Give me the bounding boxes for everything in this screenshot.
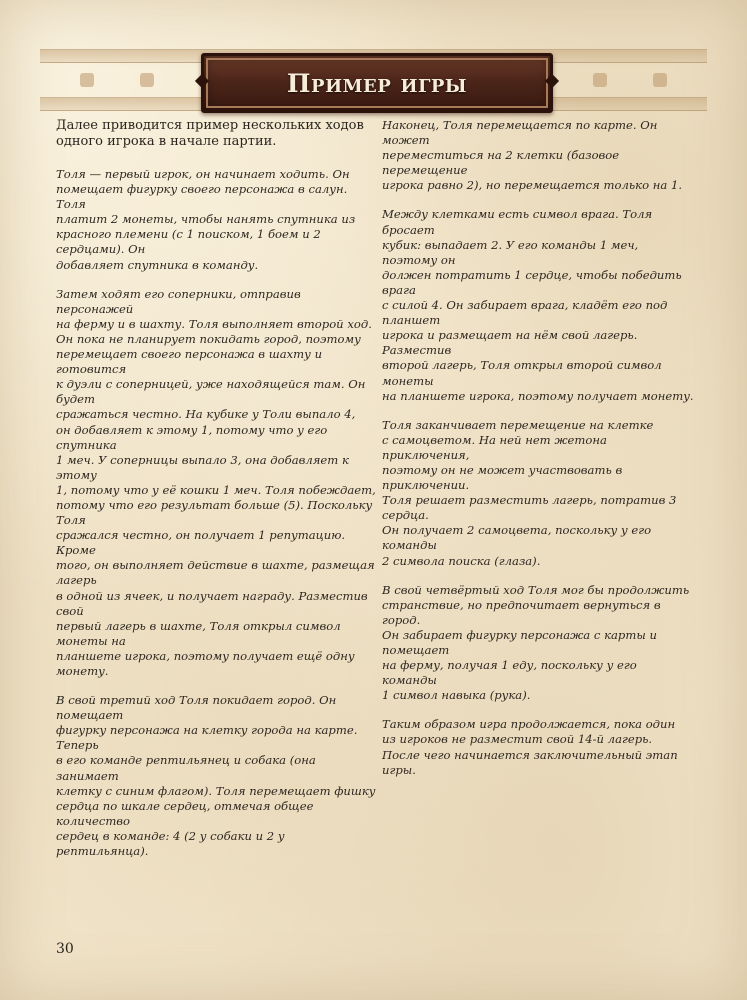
header-stud bbox=[653, 73, 667, 87]
intro-text: Далее приводится пример нескольких ходов одного игрока в начале партии. bbox=[56, 118, 364, 149]
example-paragraph: Затем ходят его соперники, отправив персонажей на ферму и в шахту. Толя выполняет второй ход. Он пока не планирует покидать город, поэтому перемещает своего персонажа в шахту и готовится к дуэли с соперницей, уже находящейся там. Он будет сражаться честно. На кубике у Толи выпало 4, он добавляет к этому 1, потому что у его спутника 1 меч. У соперницы выпало 3, она добавляет к этому 1, потому что у её кошки 1 меч. Толя побеждает, потому что его результат больше (5). Поскольку Толя сражался честно, он получает 1 репутацию. Кроме того, он выполняет действие в шахте, размещая лагерь в одной из ячеек, и получает награду. Разместив свой первый лагерь в шахте, Толя открыл символ монеты на планшете игрока, поэтому получает ещё одну монету. bbox=[56, 286, 376, 678]
example-paragraph: Таким образом игра продолжается, пока один из игроков не разместит свой 14-й лагерь. После чего начинается заключительный этап игры. bbox=[382, 717, 678, 777]
example-paragraph: Наконец, Толя перемещается по карте. Он может переместиться на 2 клетки (базовое перемещение игрока равно 2), но перемещается только на 1. bbox=[382, 118, 683, 193]
example-paragraph: В свой третий ход Толя покидает город. Он помещает фигурку персонажа на клетку города на карте. Теперь в его команде рептильянец и собака (она занимает клетку с синим флагом). Толя перемещает фишку сердца по шкале сердец, отмечая общее количество сердец в команде: 4 (2 у собаки и 2 у рептильянца). bbox=[56, 693, 376, 859]
title-plate bbox=[201, 53, 553, 113]
example-paragraph: Толя заканчивает перемещение на клетке с самоцветом. На ней нет жетона приключения, поэтому он не может участвовать в приключении. Толя решает разместить лагерь, потратив 3 сердца. Он получает 2 самоцвета, поскольку у его команды 2 символа поиска (глаза). bbox=[382, 417, 677, 568]
example-paragraph: В свой четвёртый ход Толя мог бы продолжить странствие, но предпочитает вернуться в город. Он забирает фигурку персонажа с карты и помещает на ферму, получая 1 еду, поскольку у его команды 1 символ навыка (рука). bbox=[382, 582, 690, 703]
right-column bbox=[382, 118, 694, 792]
example-paragraph: Толя — первый игрок, он начинает ходить. Он помещает фигурку своего персонажа в салун. Толя платит 2 монеты, чтобы нанять спутника из красного племени (с 1 поиском, 1 боем и 2 сердцами). Он добавляет спутника в команду. bbox=[56, 167, 356, 272]
page-title: Пример игры bbox=[286, 68, 468, 98]
header-stud bbox=[80, 73, 94, 87]
header-stud bbox=[593, 73, 607, 87]
page-number: 30 bbox=[56, 941, 74, 957]
header-stud bbox=[140, 73, 154, 87]
left-column bbox=[56, 118, 376, 873]
example-paragraph: Между клетками есть символ врага. Толя бросает кубик: выпадает 2. У его команды 1 меч, поэтому он должен потратить 1 сердце, чтобы победить врага с силой 4. Он забирает врага, кладёт его под планшет игрока и размещает на нём свой лагерь. Разместив второй лагерь, Толя открыл второй символ монеты на планшете игрока, поэтому получает монету. bbox=[382, 207, 694, 403]
